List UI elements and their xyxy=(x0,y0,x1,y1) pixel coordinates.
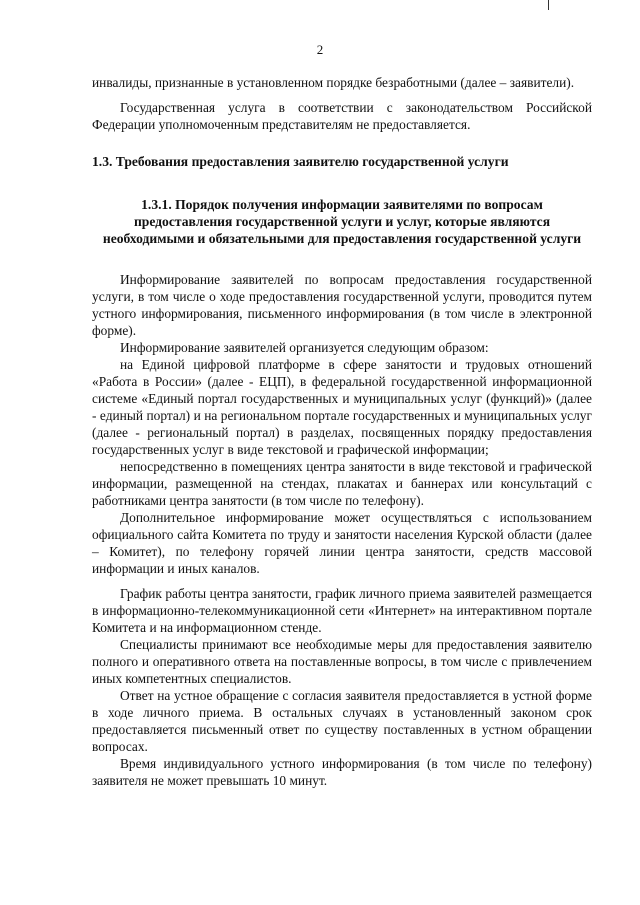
paragraph-specialists: Специалисты принимают все необходимые меры для предоставления заявителю полного и оперативного ответа на поставленные вопросы, в том числе с привлечением иных компетентных специалистов. xyxy=(92,637,592,686)
paragraph-oral-answer: Ответ на устное обращение с согласия заявителя предоставляется в устной форме в ходе личного приема. В остальных случаях в установленный законом срок предоставляется письменный ответ по существу поставленных в устном обращении вопросах. xyxy=(92,688,592,754)
paragraph-informing-methods: Информирование заявителей по вопросам предоставления государственной услуги, в том числе о ходе предоставления государственной услуги, проводится путем устного информирования, письменного информирования (в том числе в электронной форме). xyxy=(92,272,592,338)
scan-mark xyxy=(548,0,549,10)
paragraph-applicants-end: инвалиды, признанные в установленном порядке безработными (далее – заявители). xyxy=(92,75,575,90)
paragraph-time-limit: Время индивидуального устного информирования (в том числе по телефону) заявителя не может превышать 10 минут. xyxy=(92,756,592,788)
paragraph-schedule: График работы центра занятости, график личного приема заявителей размещается в информационно-телекоммуникационной сети «Интернет» на интерактивном портале Комитета и на информационном стенде. xyxy=(92,586,592,635)
paragraph-representatives: Государственная услуга в соответствии с законодательством Российской Федерации уполномоченным представителям не предоставляется. xyxy=(92,100,592,132)
page-number: 2 xyxy=(316,42,324,57)
document-body xyxy=(92,74,592,789)
section-heading-1-3: 1.3. Требования предоставления заявителю государственной услуги xyxy=(92,154,509,169)
paragraph-premises: непосредственно в помещениях центра занятости в виде текстовой и графической информации, размещенной на стендах, плакатах и баннерах или консультаций с работниками центра занятости (в том числе по телефону). xyxy=(92,459,592,508)
paragraph-informing-organized: Информирование заявителей организуется следующим образом: xyxy=(120,340,489,355)
paragraph-additional-informing: Дополнительное информирование может осуществляться с использованием официального сайта Комитета по труду и занятости населения Курской области (далее – Комитет), по телефону горячей линии центра занятости, средств массовой информации и иных каналов. xyxy=(92,510,592,576)
section-heading-1-3-1: 1.3.1. Порядок получения информации заявителями по вопросам предоставления государственной услуги и услуг, которые являются необходимыми и обязательными для предоставления государственной услуги xyxy=(102,197,582,246)
paragraph-portals: на Единой цифровой платформе в сфере занятости и трудовых отношений «Работа в России» (далее - ЕЦП), в федеральной государственной информационной системе «Единый портал государственных и муниципальных услуг (функций)» (далее - единый портал) и на региональном портале государственных и муниципальных услуг (далее - региональный портал) в разделах, посвященных порядку предоставления государственных услуг в виде текстовой и графической информации; xyxy=(92,357,592,457)
